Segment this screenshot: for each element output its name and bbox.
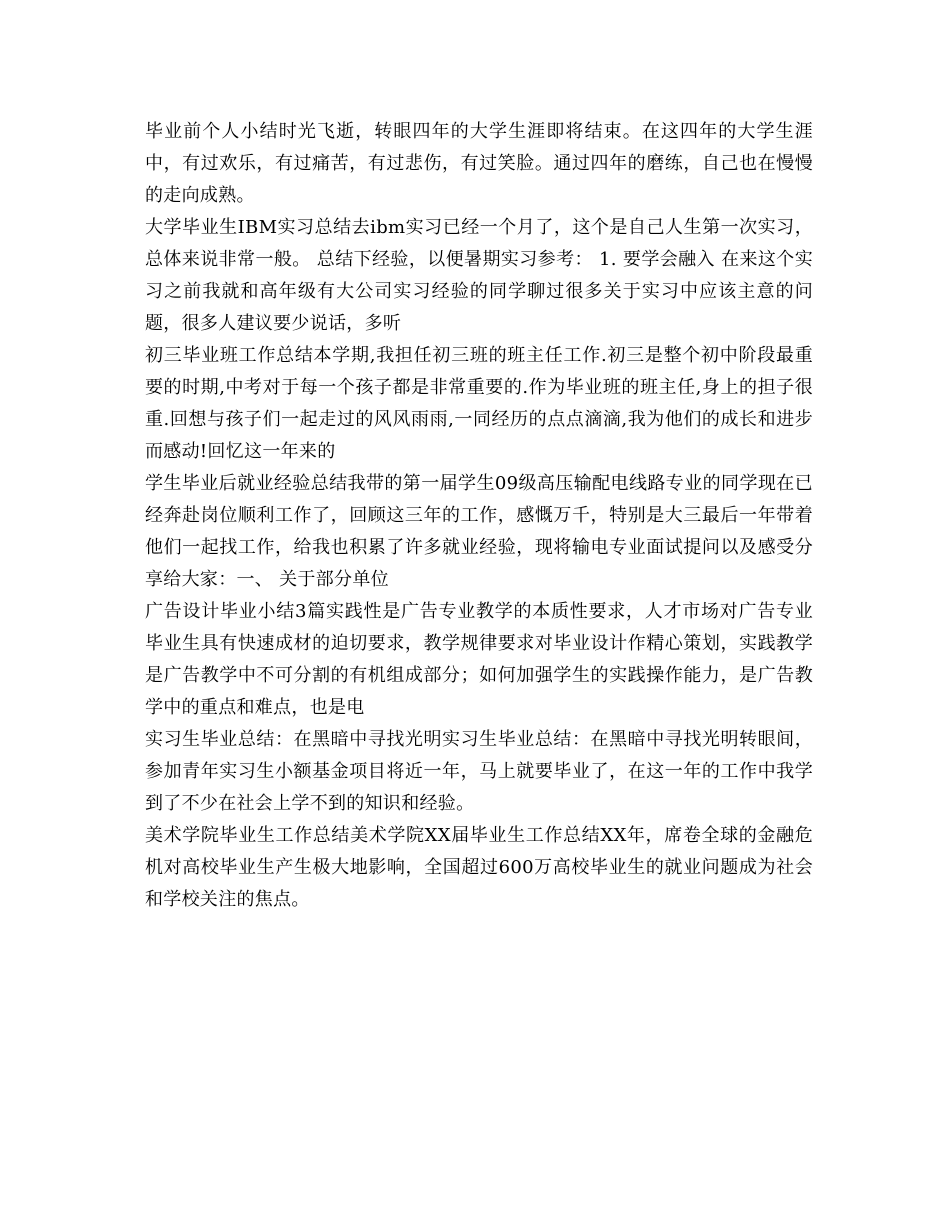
- paragraph-intern-summary: 实习生毕业总结：在黑暗中寻找光明实习生毕业总结：在黑暗中寻找光明转眼间，参加青年实习生小额基金项目将近一年，马上就要毕业了，在这一年的工作中我学到了不少在社会上学不到的知识和经验。: [145, 729, 813, 814]
- paragraph-employment-experience: 学生毕业后就业经验总结我带的第一届学生09级高压输配电线路专业的同学现在已经奔赴岗位顺利工作了，回顾这三年的工作，感慨万千，特别是大三最后一年带着他们一起找工作，给我也积累了许多就业经验，现将输电专业面试提问以及感受分享给大家：一、 关于部分单位: [145, 473, 813, 590]
- document-body: [145, 116, 813, 916]
- paragraph-grade-nine-teacher: 初三毕业班工作总结本学期,我担任初三班的班主任工作.初三是整个初中阶段最重要的时期,中考对于每一个孩子都是非常重要的.作为毕业班的班主任,身上的担子很重.回想与孩子们一起走过的风风雨雨,一同经历的点点滴滴,我为他们的成长和进步而感动!回忆这一年来的: [145, 345, 813, 462]
- paragraph-art-academy: 美术学院毕业生工作总结美术学院XX届毕业生工作总结XX年，席卷全球的金融危机对高校毕业生产生极大地影响，全国超过600万高校毕业生的就业问题成为社会和学校关注的焦点。: [145, 825, 813, 910]
- paragraph-advertising-design: 广告设计毕业小结3篇实践性是广告专业教学的本质性要求，人才市场对广告专业毕业生具有快速成材的迫切要求，教学规律要求对毕业设计作精心策划，实践教学是广告教学中不可分割的有机组成部分；如何加强学生的实践操作能力，是广告教学中的重点和难点，也是电: [145, 601, 813, 718]
- paragraph-graduation-summary: 毕业前个人小结时光飞逝，转眼四年的大学生涯即将结束。在这四年的大学生涯中，有过欢乐，有过痛苦，有过悲伤，有过笑脸。通过四年的磨练，自己也在慢慢的走向成熟。: [145, 121, 813, 206]
- paragraph-ibm-internship: 大学毕业生IBM实习总结去ibm实习已经一个月了，这个是自己人生第一次实习，总体来说非常一般。 总结下经验，以便暑期实习参考： 1. 要学会融入 在来这个实习之前我就和高年级有大公司实习经验的同学聊过很多关于实习中应该主意的问题，很多人建议要少说话，多听: [145, 217, 813, 334]
